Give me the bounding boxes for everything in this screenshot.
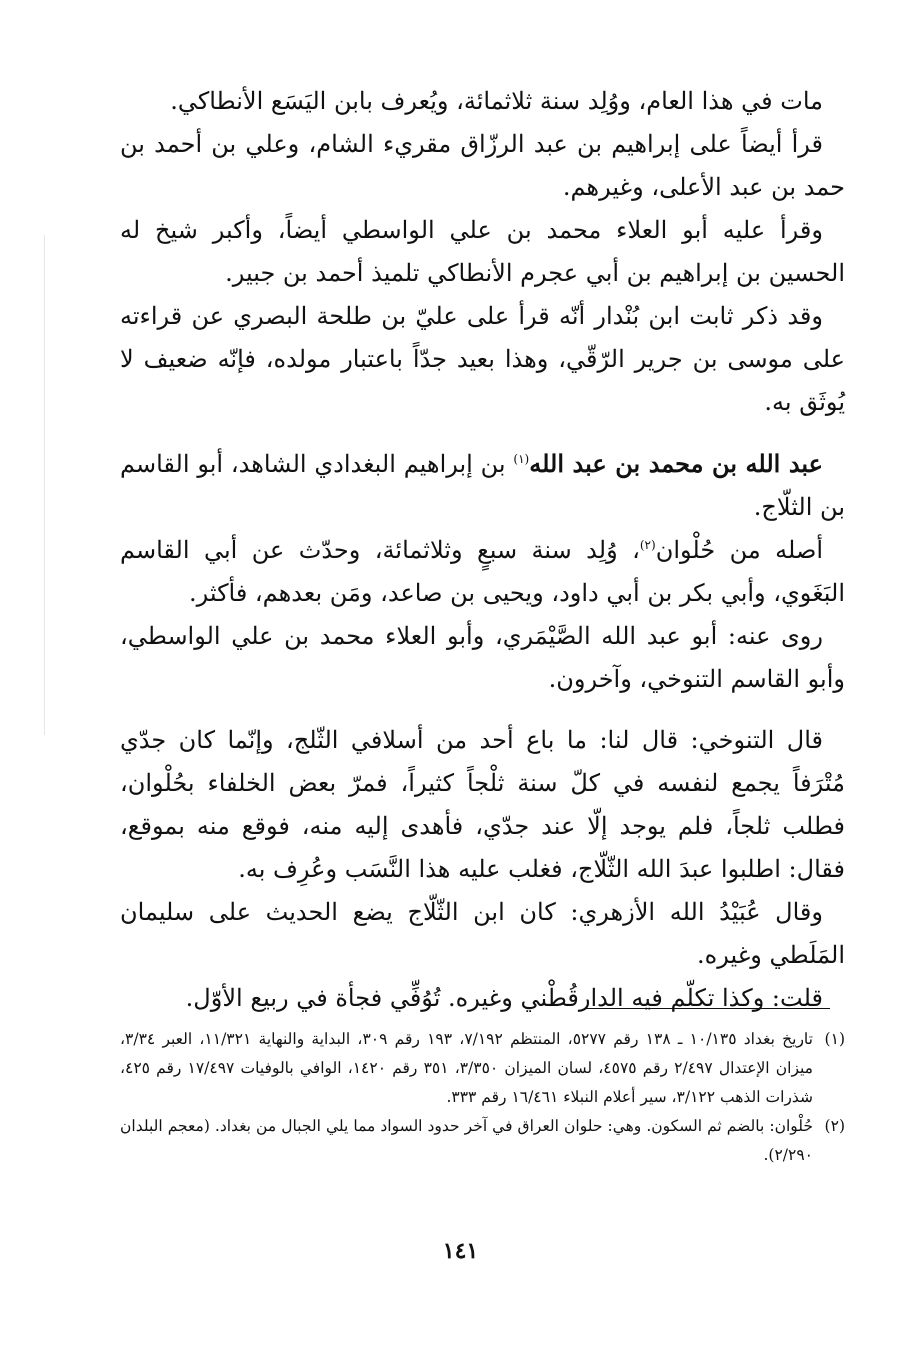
paragraph-start: أصله من حُلْوان <box>655 536 824 564</box>
footnote-ref: (٢) <box>639 538 656 552</box>
footnote-separator <box>585 1008 830 1009</box>
paragraph-spacer <box>120 701 845 719</box>
entry-spacer <box>120 424 845 442</box>
entry-name: عبد الله بن محمد بن عبد الله <box>529 449 823 478</box>
paragraph: روى عنه: أبو عبد الله الصَّيْمَري، وأبو العلاء محمد بن علي الواسطي، وأبو القاسم التنوخي، وآخرون. <box>120 622 845 693</box>
paragraph: قرأ أيضاً على إبراهيم بن عبد الرزّاق مقريء الشام، وعلي بن أحمد بن حمد بن عبد الأعلى، وغيرهم. <box>120 130 845 201</box>
footnote-ref: (١) <box>513 452 530 466</box>
paragraph-end: ، وُلِد سنة سبعٍ وثلاثمائة، وحدّث عن أبي القاسم البَغَوي، وأبي بكر بن أبي داود، ويحيى بن صاعد، ومَن بعدهم، فأكثر. <box>120 536 845 607</box>
paragraph: قلت: وكذا تكلّم فيه الدارقُطْني وغيره. تُوُفِّي فجأة في ربيع الأوّل. <box>185 984 823 1012</box>
scan-margin-line <box>44 235 45 735</box>
footnotes <box>120 1025 845 1170</box>
paragraph: وقرأ عليه أبو العلاء محمد بن علي الواسطي أيضاً، وأكبر شيخ له الحسين بن إبراهيم بن أبي عجرم الأنطاكي تلميذ أحمد بن جبير. <box>120 216 845 287</box>
page-number: ١٤١ <box>442 1238 479 1264</box>
paragraph: قال التنوخي: قال لنا: ما باع أحد من أسلافي الثّلج، وإنّما كان جدّي مُتْرَفاً يجمع لنفسه في كلّ سنة ثلْجاً كثيراً، فمرّ بعض الخلفاء بحُلْوان، فطلب ثلجاً، فلم يوجد إلّا عند جدّي، فأهدى إليه منه، فوقع منه بموقع، فقال: اطلبوا عبدَ الله الثّلّاج، فغلب عليه هذا النَّسَب وعُرِف به. <box>120 726 845 883</box>
paragraph: وقد ذكر ثابت ابن بُنْدار أنّه قرأ على عليّ بن طلحة البصري عن قراءته على موسى بن جرير الرّقّي، وهذا بعيد جدّاً باعتبار مولده، فإنّه ضعيف لا يُوثَق به. <box>120 302 845 416</box>
paragraph: وقال عُبَيْدُ الله الأزهري: كان ابن الثّلّاج يضع الحديث على سليمان المَلَطي وغيره. <box>120 898 845 969</box>
entry-heading-rest: بن إبراهيم البغدادي الشاهد، أبو القاسم بن الثلّاج. <box>120 450 845 521</box>
paragraph: مات في هذا العام، ووُلِد سنة ثلاثمائة، ويُعرف بابن اليَسَع الأنطاكي. <box>170 87 823 115</box>
paragraph <box>120 529 845 615</box>
entry-heading <box>120 442 845 529</box>
footnote <box>120 1112 845 1170</box>
main-text <box>120 80 845 1020</box>
footnote-text: تاريخ بغداد ١٠/١٣٥ ـ ١٣٨ رقم ٥٢٧٧، المنتظم ٧/١٩٢، ١٩٣ رقم ٣٠٩، البداية والنهاية ١١/٣٢١، العبر ٣/٣٤، ميزان الإعتدال ٢/٤٩٧ رقم ٤٥٧٥، لسان الميزان ٣/٣٥٠، ٣٥١ رقم ١٤٢٠، الوافي بالوفيات ١٧/٤٩٧ رقم ٤٢٥، شذرات الذهب ٣/١٢٢، سير أعلام النبلاء ١٦/٤٦١ رقم ٣٣٣. <box>120 1030 813 1106</box>
footnote <box>120 1025 845 1112</box>
footnote-number: (١) <box>824 1030 845 1048</box>
footnote-text: حُلْوان: بالضم ثم السكون. وهي: حلوان العراق في آخر حدود السواد مما يلي الجبال من بغداد. (معجم البلدان ٢/٢٩٠). <box>120 1117 813 1164</box>
footnote-number: (٢) <box>824 1117 845 1135</box>
